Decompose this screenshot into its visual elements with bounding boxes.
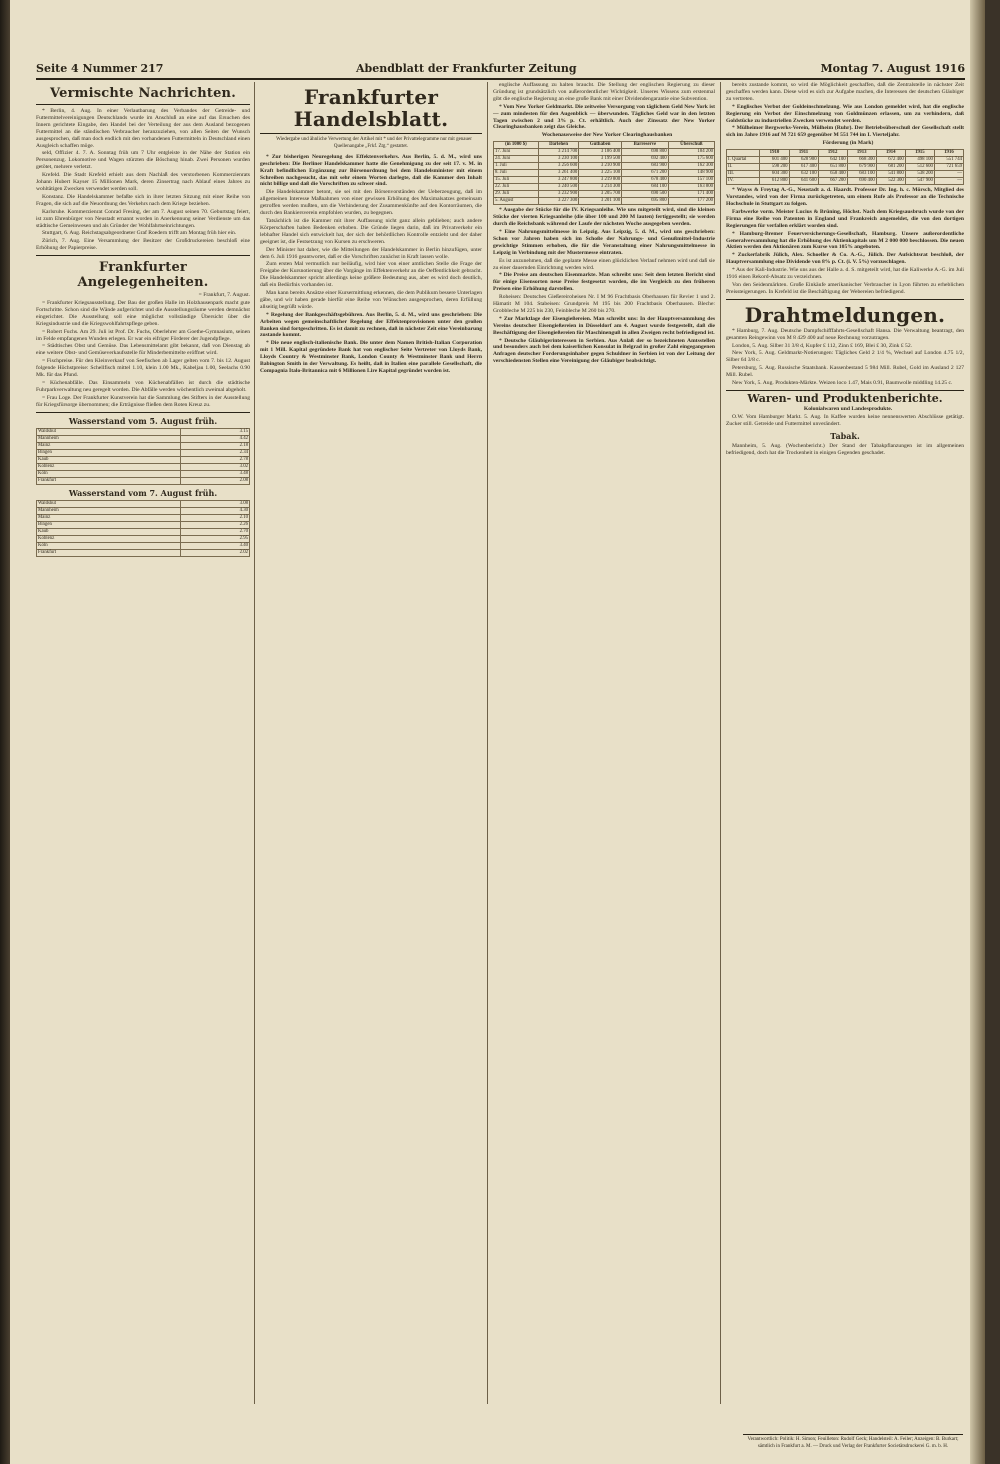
table-cell: 683 100 [847,171,876,178]
table-cell: 721 659 [934,164,963,171]
table-cell: 683 900 [622,163,669,170]
article: * Zur Marktlage der Eisengießereien. Man schreibt uns: In der Hauptversammlung des Vereins deutscher Eisengießereien in Düsseldorf am 4. August wurde festgestellt, daß die Beschäftigung der Eisengießereien für Maschinenguß in allen Zweigen recht befriedigend ist. [493,315,715,336]
table-cell: 157 100 [668,177,714,184]
table-cell: 3 186 400 [579,149,622,156]
table-header-cell: (in 1000 $) [494,142,539,149]
table-cell: 3 232 900 [538,191,578,198]
article: * Die neue englisch-italienische Bank. Die unter dem Namen British-Italian Corporation mit 1 Mill. Kapital gegründete Bank hat von englischer Seite Vertreter von Lloyds Bank, Lloyds Country & Westminster Bank, London County & Westminster Bank und Herrn Babington Smith in der Verwaltung. Es heißt, daß in Italien eine parallele Gesellschaft, die Compagnia Italo-Britannica mit 6 Millionen Lire Kapital gegründet worden ist. [260,340,482,374]
table-cell: 641 600 [789,178,818,185]
water-title-1: Wasserstand vom 5. August früh. [68,415,218,426]
imprint: Verantwortlich: Politik: H. Simon; Feuilleton: Rudolf Geck; Handelsteil: A. Feiler; Anzeigen: B. Burkart; sämtlich in Frankfurt a. M. — Druck und Verlag der Frankfurter Societätsdruckerei G. m. b. H. [743,1434,963,1450]
article: seld, Offizier 4. 7. A. Sonntag früh um 7 Uhr entgleiste in der Nähe der Station ein Personenzug. Lokomotive und Wagen stürzten die Böschung hinab. Zwei Personen wurden getötet, mehrere verletzt. [36,150,250,171]
masthead: Abendblatt der Frankfurter Zeitung [356,62,577,75]
table-cell: 29. Juli [494,191,539,198]
table-cell: 2.10 [180,514,249,521]
table-cell: Köln [37,470,181,477]
table-row [37,521,250,528]
table-cell: 1. Juli [494,163,539,170]
table-cell: IV. [727,178,760,185]
table-cell: 162 300 [668,163,714,170]
table-cell: Kaub [37,528,181,535]
table-cell: 541 800 [876,171,905,178]
article: * Regelung der Bankgeschäftsgebühren. Aus Berlin, 5. d. M., wird uns geschrieben: Die Arbeiten wegen gemeinschaftlicher Regelung der Effektenprovisionen unter den großen Banken sind fortgeschritten. Es ist damit zu rechnen, daß in nächster Zeit eine Vereinbarung zustande kommt. [260,311,482,339]
clearinghouse-table [493,141,715,205]
table-row [494,177,715,184]
table-cell: I. Quartal [727,157,760,164]
water-table-1 [36,428,250,485]
newspaper-page [10,0,985,1464]
table-row [37,463,250,470]
article: englische Auffassung zu halten braucht. Die Stellung der englischen Regierung zu dieser Gründung ist grundsätzlich von außerordentlicher Wichtigkeit. Unseres Wissens zum erstenmal gibt die englische Regierung an eine große Bank mit einer Dividendengarantie eine Subvention. [493,82,715,102]
table-cell: 3.15 [180,428,249,435]
table-cell: 2.95 [180,535,249,542]
table-header-cell: Guthaben [579,142,622,149]
article: * Die Preise am deutschen Eisenmarkte. Man schreibt uns: Seit dem letzten Bericht sind für einige Eisensorten neue Preise festgesetzt worden, die im Vergleich zu den früheren Preisen eine Erhöhung darstellen. [493,272,715,293]
table-cell: 632 100 [789,171,818,178]
article: New York, 5. Aug. Geldmarkt-Notierungen: Tägliches Geld 2 1/4 %, Wechsel auf London 4.75 1/2, Silber 64 3/8 c. [726,350,964,364]
table-caption: Förderung (in Mark) [822,140,874,147]
reprint-notice: Wiedergabe und ähnliche Verwertung der Artikel mit * und der Privattelegramme nur mit genauer Quellenangabe „Frkf. Ztg.“ gestattet. [276,137,472,149]
article: Es ist anzunehmen, daß die geplante Messe einen glücklichen Verlauf nehmen wird und daß sie zu einer dauernden Einrichtung werden wird. [493,257,715,271]
table-cell: 678 400 [622,177,669,184]
article: * Englisches Verbot der Goldeinschmelzung. Wie aus London gemeldet wird, hat die englische Regierung ein Verbot der Einschmelzung von Goldmünzen erlassen, um zu verhindern, daß Goldstücke zu industriellen Zwecken verwendet werden. [726,103,964,124]
table-cell: II. [727,164,760,171]
table-cell: 667 200 [818,178,847,185]
section-title-frankfurter: Frankfurter Angelegenheiten. [77,260,209,291]
article: * Vom New Yorker Geldmarkt. Die zeitweise Versorgung von täglichem Geld New York ist — zum mindesten für den Augenblick — überwunden. Tägliches Geld war in den letzten Tagen zwischen 2 und 3% p. Ct. erhältlich. Auch der Zinssatz der New Yorker Clearinghausbanken zeigt das Gleiche. [493,103,715,131]
table-row [494,198,715,205]
table-header-cell: Darlehen [538,142,578,149]
production-table [726,149,964,185]
table-row [37,528,250,535]
table-header-cell: 1916 [934,150,963,157]
dateline: = Frankfurt, 7. August. [198,292,250,299]
table-header-cell: 1915 [905,150,934,157]
table-row [37,442,250,449]
table-cell: 692 400 [622,156,669,163]
table-cell: 3 247 800 [538,177,578,184]
table-cell: 3 210 900 [579,163,622,170]
section-title-tabak: Tabak. [830,430,860,441]
table-cell: 2.26 [180,521,249,528]
table-header-cell: 1910 [760,150,789,157]
section-subtitle: Kolonialwaren und Landesprodukte. [803,406,893,412]
table-cell: 3 214 700 [538,149,578,156]
article: * Eine Nahrungsmittelmesse in Leipzig. Aus Leipzig, 5. d. M., wird uns geschrieben: Schon vor Jahren haben sich im Schoße der Nahrungs- und Genußmittel-Industrie gewichtige Stimmen erhoben, die für die Veranstaltung einer Nahrungsmittelmesse in Leipzig in Verbindung mit der Mustermesse eintraten. [493,228,715,256]
article: * Zuckerfabrik Jülich, Alex. Schoeller & Co. A.-G., Jülich. Der Aufsichtsrat beschloß, der Hauptversammlung eine Dividende von 8% p. Ct. (i. V. 5%) vorzuschlagen. [726,252,964,266]
article: O.W. Vom Hamburger Markt. 5. Aug. In Kaffee wurden keine nennenswerten Abschlüsse getätigt. Zucker still. Getreide und Futtermittel unverändert. [726,413,964,427]
article: Mannheim, 5. Aug. (Wochenbericht.) Der Stand der Tabakpflanzungen ist im allgemeinen befriedigend, doch hat die Trockenheit in einigen Gegenden geschadet. [726,442,964,456]
table-cell: 3 205 700 [579,191,622,198]
table-cell: 498 100 [905,157,934,164]
table-cell: 3 225 100 [579,170,622,177]
table-cell: 671 200 [622,170,669,177]
table-cell: 2.78 [180,456,249,463]
table-cell: 642 100 [818,157,847,164]
page-edge [970,0,985,1464]
table-cell: Bingen [37,521,181,528]
table-cell: 148 900 [668,170,714,177]
article: = Robert Fuchs. Am 29. Juli ist Prof. Dr. Fuchs, Oberlehrer am Goethe-Gymnasium, seinen im Felde empfangenen Wunden erlegen. Er war ein eifriger Förderer der Jugendpflege. [36,328,250,342]
table-cell: 512 600 [905,164,934,171]
table-row [37,449,250,456]
table-cell: 8. Juli [494,170,539,177]
table-header-cell: Überschuß [668,142,714,149]
table-cell: — [934,171,963,178]
table-header-cell: 1913 [847,150,876,157]
table-cell: III. [727,171,760,178]
table-cell: 522 300 [876,178,905,185]
table-row [37,542,250,549]
table-cell: 3.02 [180,463,249,470]
table-cell: 4.42 [180,435,249,442]
table-row [727,157,964,164]
table-cell: 24. Juni [494,156,539,163]
table-row [37,428,250,435]
table-cell: 2.34 [180,449,249,456]
table-cell: — [934,178,963,185]
article: Zürich, 7. Aug. Eine Versammlung der Besitzer der Großdruckereien beschloß eine Erhöhung der Papierpreise. [36,238,250,252]
table-cell: 3 256 600 [538,163,578,170]
article: = Küchenabfälle. Das Einsammeln von Küchenabfällen ist durch die städtische Fuhrparkverwaltung neu geregelt worden. Die Abfälle werden wöchentlich zweimal abgeholt. [36,380,250,393]
article: = Städtisches Obst und Gemüse. Das Lebensmittelamt gibt bekannt, daß von Dienstag ab eine weitere Obst- und Gemüseverkaufsstelle für Minderbemittelte eröffnet wird. [36,343,250,357]
table-cell: 668 300 [847,157,876,164]
article: * Hamburg-Bremer Feuerversicherungs-Gesellschaft, Hamburg. Unsere außerordentliche Generalversammlung hat die Erhöhung des Aktienkapitals um M 2 000 000 beschlossen. Die neuen Aktien werden den Aktionären zum Kurse von 105% angeboten. [726,230,964,251]
table-cell: 604 300 [760,171,789,178]
table-cell: 163 800 [668,184,714,191]
table-cell: 3 219 800 [579,177,622,184]
article: Karlsruhe. Kommerzienrat Conrad Fresing, der am 7. August seinen 70. Geburtstag feiert, ist zum Ehrenbürger von Neustadt ernannt worden in Anerkennung seiner Verdienste um das städtische Gemeinwesen und als Gründer der Wohlfahrtseinrichtungen. [36,208,250,229]
table-cell: 547 900 [905,178,934,185]
table-cell: Kaub [37,456,181,463]
table-row [727,178,964,185]
article: New York, 5. Aug. Produkten-Märkte. Weizen loco 1.47, Mais 0.91, Baumwolle middling 14.25 c. [732,380,953,387]
article: = Frau Loge. Der Frankfurter Kunstverein hat die Sammlung des Stifters in der Ausstellung für Kriegsfürsorge übernommen; die Erträgnisse fließen dem Roten Kreuz zu. [36,394,250,408]
article: * Berlin, 4. Aug. In einer Verlautbarung des Verbandes der Getreide- und Futtermittelvereinigungen Deutschlands wurde im Anschluß an eine auf das Ersuchen des Innern gerichtete Eingabe, den Handel bei der Verteilung der aus dem Ausland bezogenen Futtermittel an die ständischen Verbraucher heranzuziehen, von allen Seiten der Wunsch ausgesprochen, daß man doch endlich mit den vorhandenen Futtermitteln in Deutschland einen Ausgleich schaffen möge. [36,108,250,149]
table-row [727,164,964,171]
table-cell: 628 900 [789,157,818,164]
table-cell: 658 400 [818,171,847,178]
section-title-drahtmeldungen: Drahtmeldungen. [744,302,946,327]
article: Die Handelskammer betont, sie sei mit den Börsenvorständen der Ueberzeugung, daß im allgemeinen Interesse Maßnahmen von einer gewissen Erhöhung des Maximalsatzes gemeinsam getroffen werden mußten, um die Verhinderung der Zusammenkünfte auf den Kontorräumen, die durch den Bankiersverein empfohlen wurden, zu begegnen. [260,189,482,217]
table-header-cell: Barreserve [622,142,669,149]
column-4 [726,82,964,1404]
page-number: Seite 4 Nummer 217 [36,62,164,75]
table-header-cell [727,150,760,157]
table-row [37,477,250,484]
table-cell: Köln [37,542,181,549]
table-cell: 601 400 [760,157,789,164]
table-row [494,191,715,198]
table-cell: 3 199 500 [579,156,622,163]
article: Konstanz. Die Handelskammer befaßte sich in ihrer letzten Sitzung mit einer Reihe von Fragen, die sich auf die Neuordnung des Verkehrs nach dem Kriege beziehen. [36,193,250,207]
column-1 [36,82,250,1404]
table-row [37,470,250,477]
table-cell: 3 240 500 [538,184,578,191]
article: Krefeld. Die Stadt Krefeld erhielt aus dem Nachlaß des verstorbenen Kommerzienrats Johann Hubert Kayser 15 Millionen Mark, deren Zinsertrag nach Ablauf eines Jahres zu wohltätigen Zwecken verwendet werden soll. [36,172,250,192]
table-cell: 698 800 [622,149,669,156]
table-cell: 690 400 [847,178,876,185]
table-caption: Wochenausweise der New Yorker Clearinghausbanken [541,132,673,139]
table-row [37,507,250,514]
table-cell: 684 100 [622,184,669,191]
table-cell: 3 227 300 [538,198,578,205]
table-row [37,535,250,542]
table-cell: 3 201 100 [579,198,622,205]
table-cell: 651 800 [818,164,847,171]
table-cell: 681 200 [876,164,905,171]
table-cell: 22. Juli [494,184,539,191]
article: Zum ersten Mal vermutlich nur beiläufig, wird hier von einer amtlichen Stelle die Frage der Freigabe der Kursnotierung über die Vorgänge im Effektenverkehr an die Oeffentlichkeit gebracht. Die Handelskammer spricht allerdings keine größere Bedeutung aus, aber es wird doch deutlich, daß ein Bedürfnis vorhanden ist. [260,261,482,289]
table-cell: 672 400 [876,157,905,164]
table-cell: 2.70 [180,528,249,535]
table-cell: Waldshut [37,428,181,435]
section-title-waren: Waren- und Produktenberichte. [747,392,943,405]
table-cell: 538 200 [905,171,934,178]
column-rule [254,82,255,1404]
table-cell: 3.40 [180,542,249,549]
table-cell: Koblenz [37,535,181,542]
table-cell: Waldshut [37,500,181,507]
section-title-vermischte: Vermischte Nachrichten. [50,86,236,101]
article: * Aus der Kali-Industrie. Wie uns aus der Halle a. d. S. mitgeteilt wird, hat die Kaliwerke A.-G. im Juli 1916 einen Rekord-Absatz zu verzeichnen. [726,267,964,281]
table-row [37,500,250,507]
article: * Wayss & Freytag A.-G., Neustadt a. d. Haardt. Professor Dr. Ing. h. c. Mörsch, Mitglied des Vorstandes, wird von der Firma zurückgetreten, um einem Rufe als Professor an die Technische Hochschule in Stuttgart zu folgen. [726,187,964,207]
table-cell: 690 500 [622,191,669,198]
table-row [37,514,250,521]
table-row [494,170,715,177]
table-cell: 3.48 [180,470,249,477]
table-cell: 15. Juli [494,177,539,184]
column-rule [720,82,721,1404]
table-row [727,171,964,178]
table-cell: Bingen [37,449,181,456]
table-cell: 695 800 [622,198,669,205]
table-cell: Frankfurt [37,549,181,556]
table-cell: Mainz [37,514,181,521]
column-2 [260,82,482,1404]
issue-date: Montag 7. August 1916 [820,62,965,75]
table-cell: 612 800 [760,178,789,185]
article: * Deutsche Gläubigerinteressen in Serbien. Aus Anlaß der so bezeichneten Amtsstellen und besonders auch bei dem kaiserlichen Konsulat in Belgrad in großer Zahl eingegangenen Anfragen deutscher Forderungsinhaber gegen Schuldner in Serbien ist von der Leitung der verschiedensten Stellen eine Vereinigung der Gläubiger beabsichtigt. [493,337,715,365]
section-title-handelsblatt: Frankfurter Handelsblatt. [293,85,449,131]
table-cell: 679 900 [847,164,876,171]
article: = Frankfurter Kriegsausstellung. Der Bau der großen Halle im Holzhausenpark macht gute Fortschritte. Schon sind die Wände aufgerichtet und die Ausstellungsräume werden demnächst eingerichtet. Die Ausstellung soll eine möglichst vollständige Übersicht über die Kriegsindustrie und die Kriegswohlfahrtspflege geben. [36,300,250,327]
table-row [494,184,715,191]
table-cell: 551 744 [934,157,963,164]
table-cell: 3 261 400 [538,170,578,177]
article: Tatsächlich ist die Kammer mit ihrer Auffassung nicht ganz allein geblieben; auch andere Körperschaften haben Bedenken erhoben. Die Gründe liegen darin, daß im Privatverkehr ein lebhafter Handel sich entwickelt hat, der sich der behördlichen Kontrolle entzieht und der daher geeignet ist, die Festsetzung von Kursen zu erschweren. [260,217,482,245]
table-cell: 17. Juni [494,149,539,156]
table-cell: Mannheim [37,435,181,442]
article: * Mülheimer Bergwerks-Verein, Mülheim (Ruhr). Der Betriebsüberschuß der Gesellschaft stellt sich im Jahre 1916 auf M 721 659 gegenüber M 551 744 im I. Vierteljahr. [726,125,964,139]
article: Roheisen: Deutsches Gießereiroheisen Nr. I M 96 Frachtbasis Oberhausen für Revier 1 und 2. Hämatit M 104. Stabeisen: Grundpreis M 195 bis 200 Frachtbasis Oberhausen. Bleche: Grobbleche M 225 bis 230, Feinbleche M 260 bis 270. [493,294,715,314]
article: * Hamburg, 7. Aug. Deutsche Dampfschifffahrts-Gesellschaft Hansa. Die Verwaltung beantragt, den gesamten Reingewinn von M 8 429 400 auf neue Rechnung vorzutragen. [726,327,964,341]
article: Stuttgart, 6. Aug. Reichstagsabgeordneter Graf Roedern trifft am Montag früh hier ein. [42,230,237,237]
table-row [37,435,250,442]
table-row [37,456,250,463]
table-cell: 171 400 [668,191,714,198]
table-row [494,149,715,156]
article: Der Minister hat daher, wie die Mitteilungen der Handelskammer in Berlin hinzufügen, unter dem 6. Juli 1916 geantwortet, daß er die Vorschriften zunächst in Kraft lassen wolle. [260,246,482,260]
article: London, 5. Aug. Silber 31 3/8 d, Kupfer £ 112, Zinn £ 169, Blei £ 30, Zink £ 52. [732,342,913,349]
table-cell: 177 200 [668,198,714,205]
water-title-2: Wasserstand vom 7. August früh. [68,487,218,498]
table-row [37,549,250,556]
table-cell: 3 214 300 [579,184,622,191]
article: Farbwerke vorm. Meister Lucius & Brüning, Höchst. Nach dem Kriegsausbruch wurde von der Firma eine Reihe von Patenten in England und Frankreich angemeldet, die von den dortigen Regierungen für verfallen erklärt worden sind. [726,208,964,229]
table-header-cell: 1914 [876,150,905,157]
article: * Ausgabe der Stücke für die IV. Kriegsanleihe. Wie uns mitgeteilt wird, sind die kleinen Stücke der vierten Kriegsanleihe (die über 100 und 200 M lauten) fertiggestellt; sie werden durch die Reichsbank während der Laufe der nächsten Woche ausgegeben werden. [493,207,715,228]
table-cell: Mainz [37,442,181,449]
table-header-cell: 1911 [789,150,818,157]
table-cell: Frankfurt [37,477,181,484]
table-cell: 175 600 [668,156,714,163]
article: Man kann bereits Ansätze einer Kursermittlung erkennen, die dem Publikum bessere Unterlagen gäbe, und wir haben gerade hierfür eine Reihe von Wünschen ausgesprochen, deren Erfüllung allseitig begrüßt würde. [260,290,482,310]
article: Petersburg, 5. Aug. Russische Staatsbank. Kassenbestand 5 984 Mill. Rubel, Gold im Ausland 2 127 Mill. Rubel. [726,365,964,379]
table-cell: 3.08 [180,500,249,507]
table-cell: 2.02 [180,549,249,556]
table-row [494,163,715,170]
table-cell: 2.18 [180,442,249,449]
column-rule [487,82,488,1404]
article: Von den Seidenmärkten. Große Einkäufe amerikanischer Verbraucher in Lyon führten zu erheblichen Preissteigerungen. In Krefeld ist die Beschäftigung der Webereien befriedigend. [726,281,964,295]
table-cell: 617 400 [789,164,818,171]
table-cell: 5. August [494,198,539,205]
column-3 [493,82,715,1404]
table-cell: 4.30 [180,507,249,514]
running-header [36,60,965,80]
table-cell: 598 200 [760,164,789,171]
table-cell: 184 200 [668,149,714,156]
table-row [494,156,715,163]
table-cell: 2.08 [180,477,249,484]
table-cell: Mannheim [37,507,181,514]
table-header-cell: 1912 [818,150,847,157]
article: = Fischpreise. Für den Kleinverkauf von Seefischen ab Lager gelten vom 7. bis 12. August folgende Höchstpreise: Schellfisch mittel 1.10, klein 1.00 Mk., Kabeljau 1.00, Seelachs 0.90 Mk. für das Pfund. [36,358,250,379]
table-cell: Koblenz [37,463,181,470]
book-spine [0,0,10,1464]
article: * Zur bisherigen Neuregelung des Effektenverkehrs. Aus Berlin, 5. d. M., wird uns geschrieben: Die Berliner Handelskammer hatte die Genehmigung zu der seit 17. v. M. in Kraft befindlichen Ergänzung zur Börsenordnung bei dem Handelsminister mit einem Schreiben nachgesucht, das mit sehr einem Worten darlegte, daß die Kammer den Inhalt nicht billige und daß die Vorschriften zu schwer sind. [260,153,482,188]
article: bereits zustande kommt, so wird die Möglichkeit geschaffen, daß die Zentralstelle in nächster Zeit geschaffen werden kann. Diese wird es sich zur Aufgabe machen, die Interessen der deutschen Gläubiger zu vertreten. [726,82,964,102]
water-table-2 [36,500,250,557]
table-cell: 3 230 100 [538,156,578,163]
